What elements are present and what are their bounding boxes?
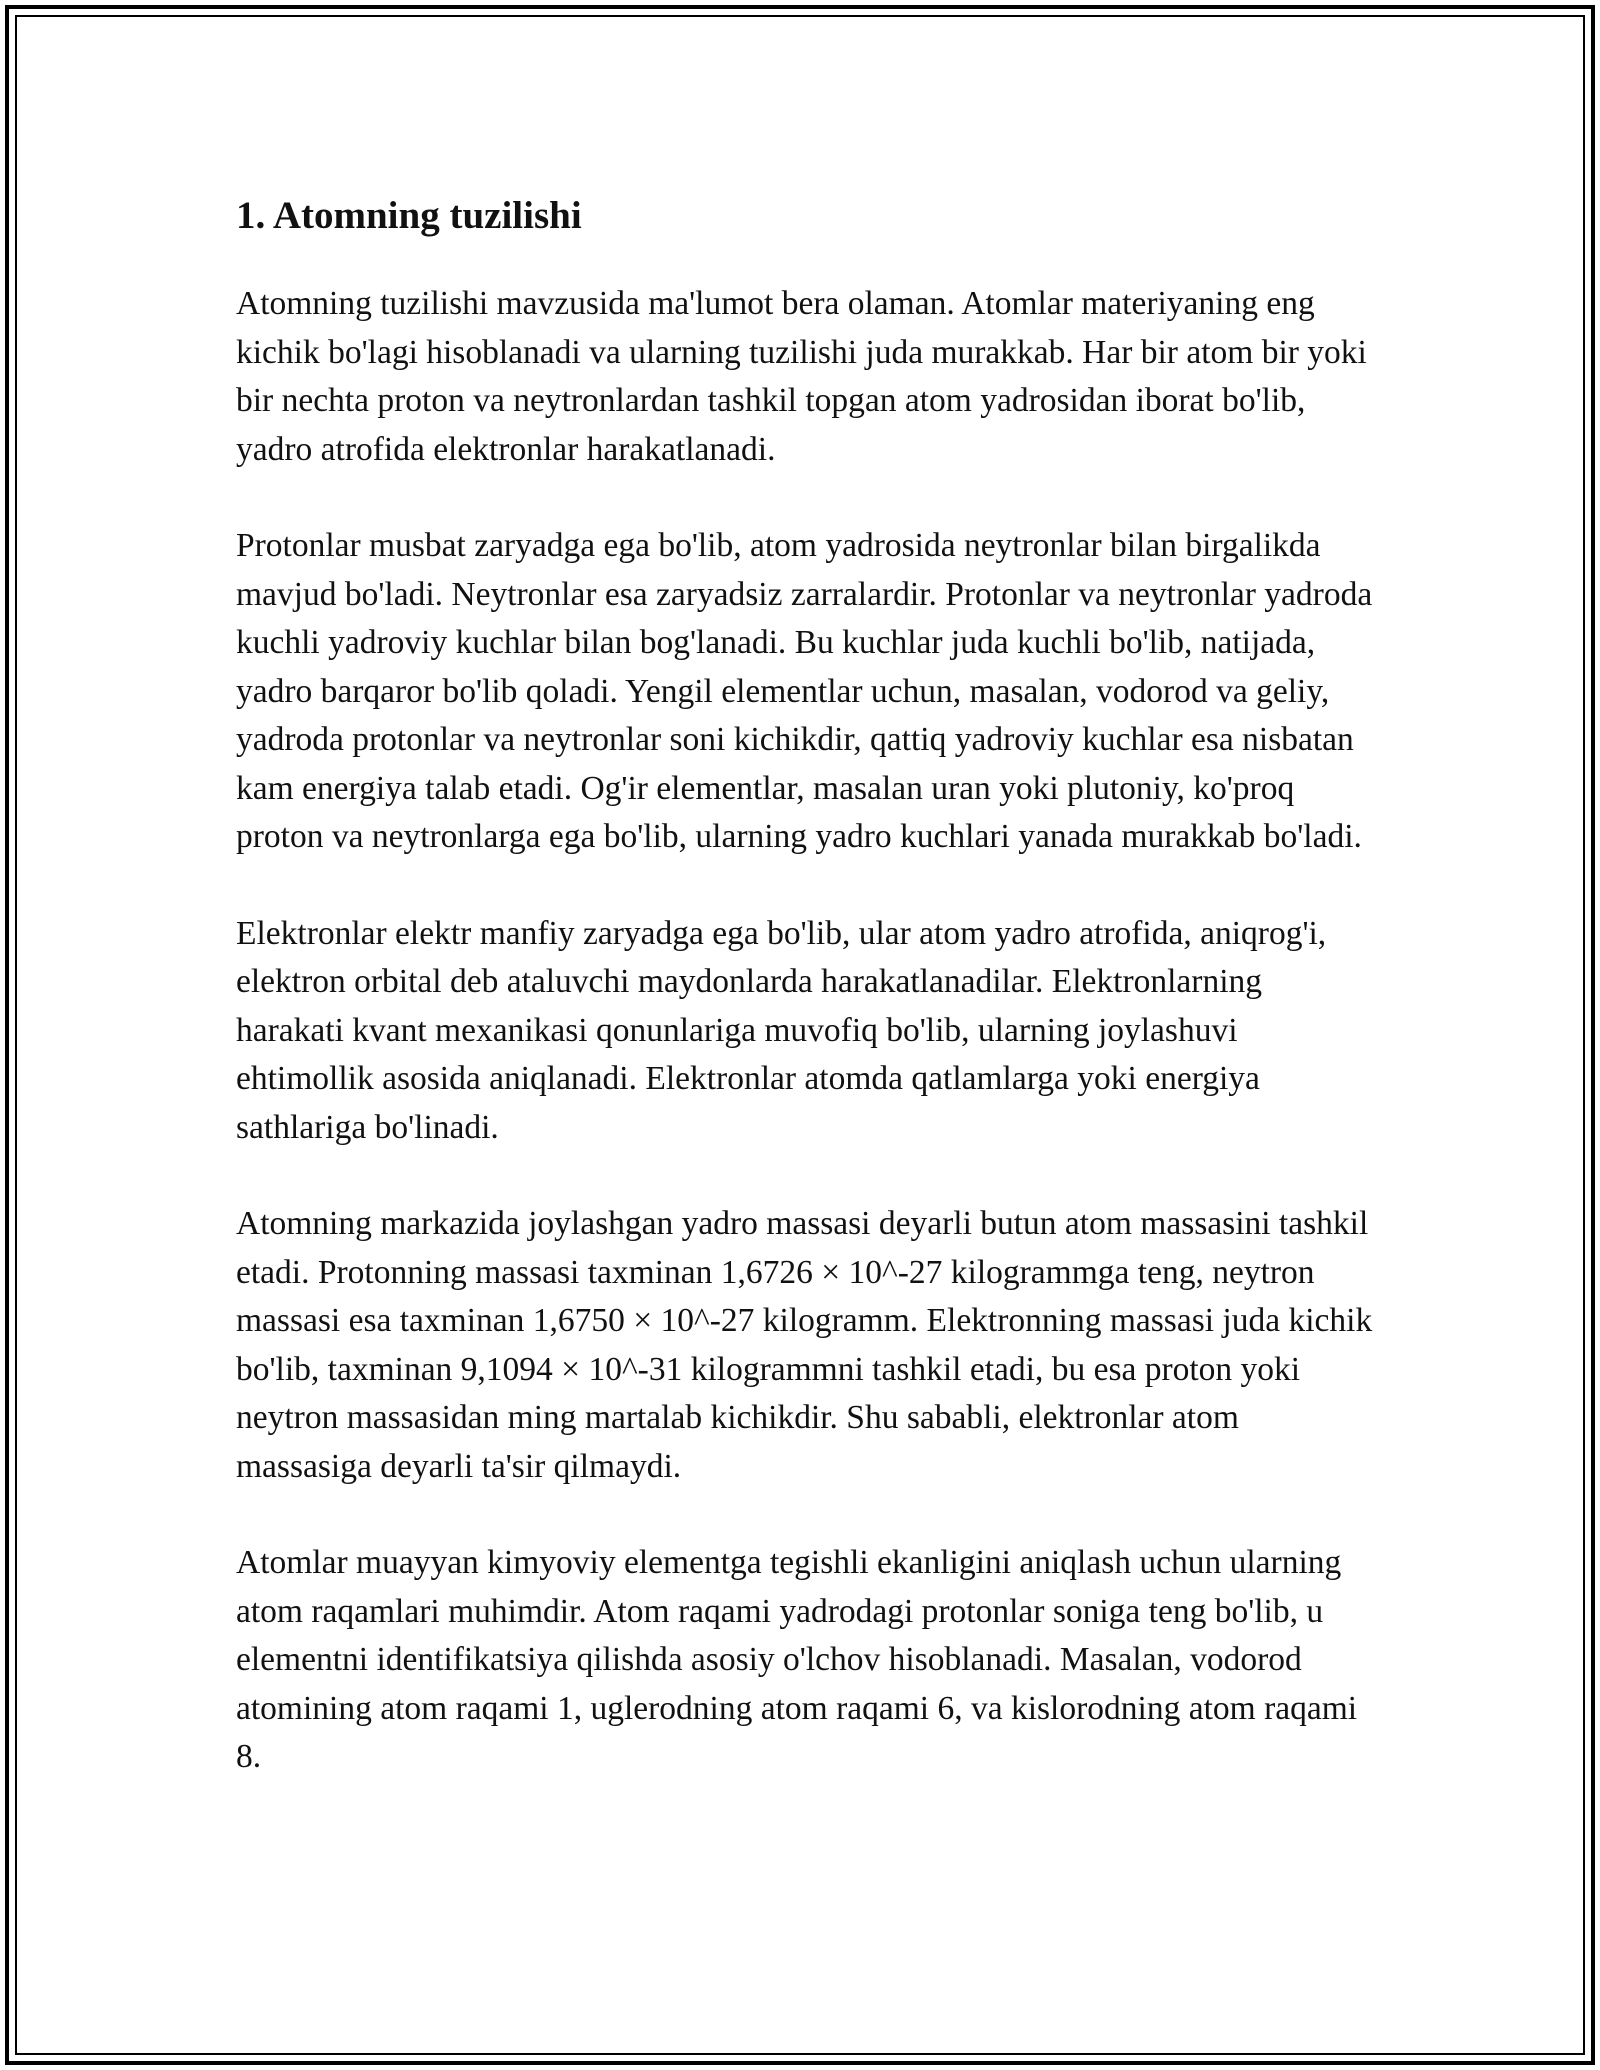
paragraph-electrons: Elektronlar elektr manfiy zaryadga ega bo'lib, ular atom yadro atrofida, aniqrog'i, elektron orbital deb ataluvchi maydonlarda harakatlanadilar. Elektronlarning harakati kvant mexanikasi qonunlariga muvofiq bo'lib, ularning joylashuvi ehtimollik asosida aniqlanadi. Elektronlar atomda qatlamlarga yoki energiya sathlariga bo'linadi.	[236, 914, 1327, 1146]
paragraph-atomic-mass: Atomning markazida joylashgan yadro massasi deyarli butun atom massasini tashkil etadi. Protonning massasi taxminan 1,6726 × 10^-27 kilogrammga teng, neytron massasi esa taxminan 1,6750 × 10^-27 kilogramm. Elektronning massasi juda kichik bo'lib, taxminan 9,1094 × 10^-31 kilogrammni tashkil etadi, bu esa proton yoki neytron massasidan ming martalab kichikdir. Shu sababli, elektronlar atom massasiga deyarli ta'sir qilmaydi.	[236, 1205, 1373, 1485]
section-title: 1. Atomning tuzilishi	[236, 194, 582, 237]
paragraph-protons-neutrons: Protonlar musbat zaryadga ega bo'lib, atom yadrosida neytronlar bilan birgalikda mavjud bo'ladi. Neytronlar esa zaryadsiz zarralardir. Protonlar va neytronlar yadroda kuchli yadroviy kuchlar bilan bog'lanadi. Bu kuchlar juda kuchli bo'lib, natijada, yadro barqaror bo'lib qoladi. Yengil elementlar uchun, masalan, vodorod va geliy, yadroda protonlar va neytronlar soni kichikdir, qattiq yadroviy kuchlar esa nisbatan kam energiya talab etadi. Og'ir elementlar, masalan uran yoki plutoniy, ko'proq proton va neytronlarga ega bo'lib, ularning yadro kuchlari yanada murakkab bo'ladi.	[236, 527, 1373, 855]
document-body	[236, 188, 1376, 1830]
paragraph-atomic-number: Atomlar muayyan kimyoviy elementga tegishli ekanligini aniqlash uchun ularning atom raqamlari muhimdir. Atom raqami yadrodagi protonlar soniga teng bo'lib, u elementni identifikatsiya qilishda asosiy o'lchov hisoblanadi. Masalan, vodorod atomining atom raqami 1, uglerodning atom raqami 6, va kislorodning atom raqami 8.	[236, 1544, 1358, 1775]
paragraph-atom-overview: Atomning tuzilishi mavzusida ma'lumot bera olaman. Atomlar materiyaning eng kichik bo'lagi hisoblanadi va ularning tuzilishi juda murakkab. Har bir atom bir yoki bir nechta proton va neytronlardan tashkil topgan atom yadrosidan iborat bo'lib, yadro atrofida elektronlar harakatlanadi.	[236, 285, 1367, 468]
